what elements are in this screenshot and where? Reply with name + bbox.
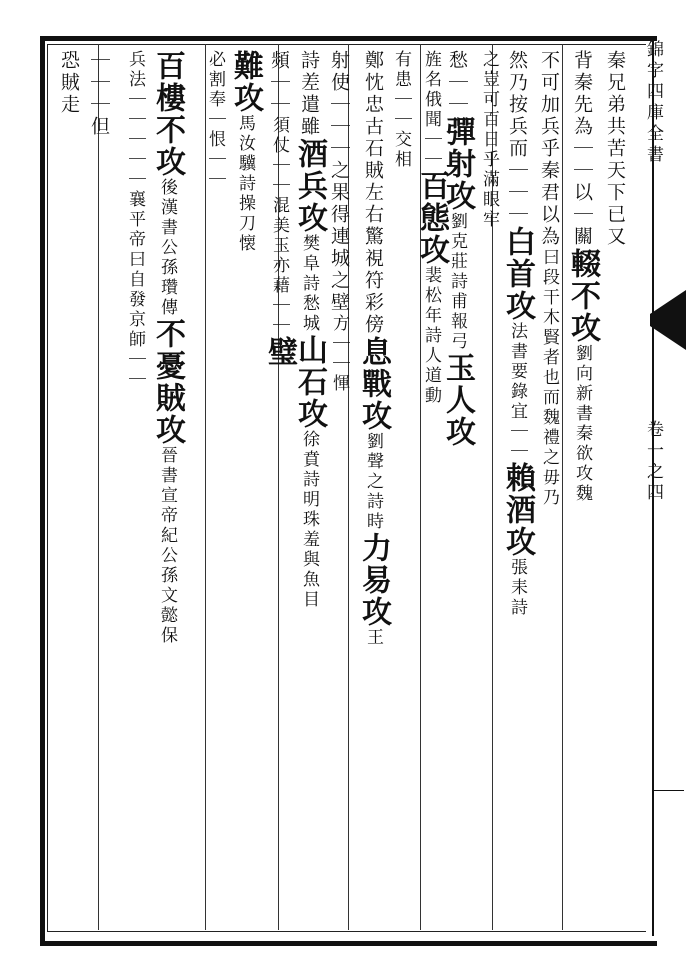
entry-text: 背秦先為｜｜以｜關	[571, 50, 593, 248]
entry-text: 射使｜｜｜之果得連城之壁	[328, 50, 350, 314]
text-column	[82, 50, 116, 138]
entry-text: 愁｜｜	[446, 50, 468, 116]
text-column	[414, 50, 448, 406]
entry-text: 襄平帝曰自發京師｜｜	[125, 190, 145, 390]
entry-text: 王	[363, 628, 383, 648]
entry-text: 徐賁詩明珠羞與魚目	[299, 430, 319, 610]
text-column	[322, 50, 356, 394]
entry-text: 後漢書公孫瓚傳	[157, 178, 177, 318]
entry-text: 方｜｜	[329, 314, 349, 374]
entry-heading: 息戰攻	[356, 336, 391, 432]
entry-text: 混美玉亦藉｜｜	[269, 196, 289, 336]
entry-text: 兵法｜｜｜｜｜	[125, 50, 145, 190]
entry-text: 晉書宣帝紀公孫文懿保	[157, 446, 177, 646]
text-column	[598, 50, 632, 248]
entry-text: ｜｜｜但	[88, 50, 110, 138]
text-column	[52, 50, 86, 116]
entry-text: 張耒詩	[507, 558, 527, 618]
entry-heading: 力易攻	[356, 532, 391, 628]
entry-text: 裴松年詩人道動	[421, 266, 441, 406]
entry-text: 必割奉｜恨｜｜	[205, 50, 225, 190]
entry-heading: 璧	[262, 336, 297, 368]
entry-heading: 難攻	[228, 50, 263, 114]
entry-text: 法書要錄宜｜｜	[507, 322, 527, 462]
text-column	[150, 50, 184, 646]
entry-heading: 百樓不攻	[150, 50, 185, 178]
entry-text: 不可加兵乎秦君以為	[538, 50, 560, 248]
entry-text: 有患｜｜交相	[391, 50, 411, 170]
text-column	[262, 50, 296, 368]
text-column	[292, 50, 326, 610]
entry-heading: 賴酒攻	[500, 462, 535, 558]
entry-text: 須仗｜｜	[269, 116, 289, 196]
margin-tick	[654, 790, 684, 791]
entry-heading: 輟不攻	[565, 248, 600, 344]
entry-heading: 酒兵攻	[292, 138, 327, 234]
entry-heading: 彈射攻	[440, 116, 475, 212]
entry-text: 秦兄弟共苦天下已又	[604, 50, 626, 248]
entry-text: 滿眼牢	[479, 170, 499, 230]
entry-heading: 不憂賊攻	[150, 318, 185, 446]
entry-text: 然乃按兵而｜｜｜	[506, 50, 528, 226]
entry-heading: 玉人攻	[440, 352, 475, 448]
entry-text: 恐賊走	[58, 50, 80, 116]
entry-text: 劉向新書秦欲攻魏	[572, 344, 592, 504]
entry-text: 劉聲之詩時	[363, 432, 383, 532]
text-column	[118, 50, 152, 390]
entry-text: 鄭忱忠古石賊左右驚視符彩傍	[362, 50, 384, 336]
entry-heading: 白首攻	[500, 226, 535, 322]
text-column	[356, 50, 390, 648]
margin-title: 錦字四庫全書	[643, 40, 663, 166]
entry-text: 曰段干木賢者也而魏禮之毋乃	[539, 248, 559, 508]
entry-text: 詩差遣雖	[298, 50, 320, 138]
entry-text: 惲	[329, 374, 349, 394]
entry-text: 樊阜詩愁城	[299, 234, 319, 334]
entry-text: 劉克莊詩甫報弓	[447, 212, 467, 352]
entry-text: 頻｜｜	[268, 50, 290, 116]
text-column	[565, 50, 599, 504]
text-column	[198, 50, 232, 190]
text-column	[228, 50, 262, 254]
entry-text: 馬汝驥詩操刀懐	[235, 114, 255, 254]
entry-text: 之豈可百日乎	[479, 50, 499, 170]
entry-heading: 山石攻	[292, 334, 327, 430]
text-column	[472, 50, 506, 230]
entry-text: 旌名俄聞｜｜	[421, 50, 441, 170]
entry-heading: 百態攻	[414, 170, 449, 266]
text-column	[532, 50, 566, 508]
column-rule	[98, 44, 99, 930]
margin-volume: 卷一之四	[643, 420, 663, 504]
